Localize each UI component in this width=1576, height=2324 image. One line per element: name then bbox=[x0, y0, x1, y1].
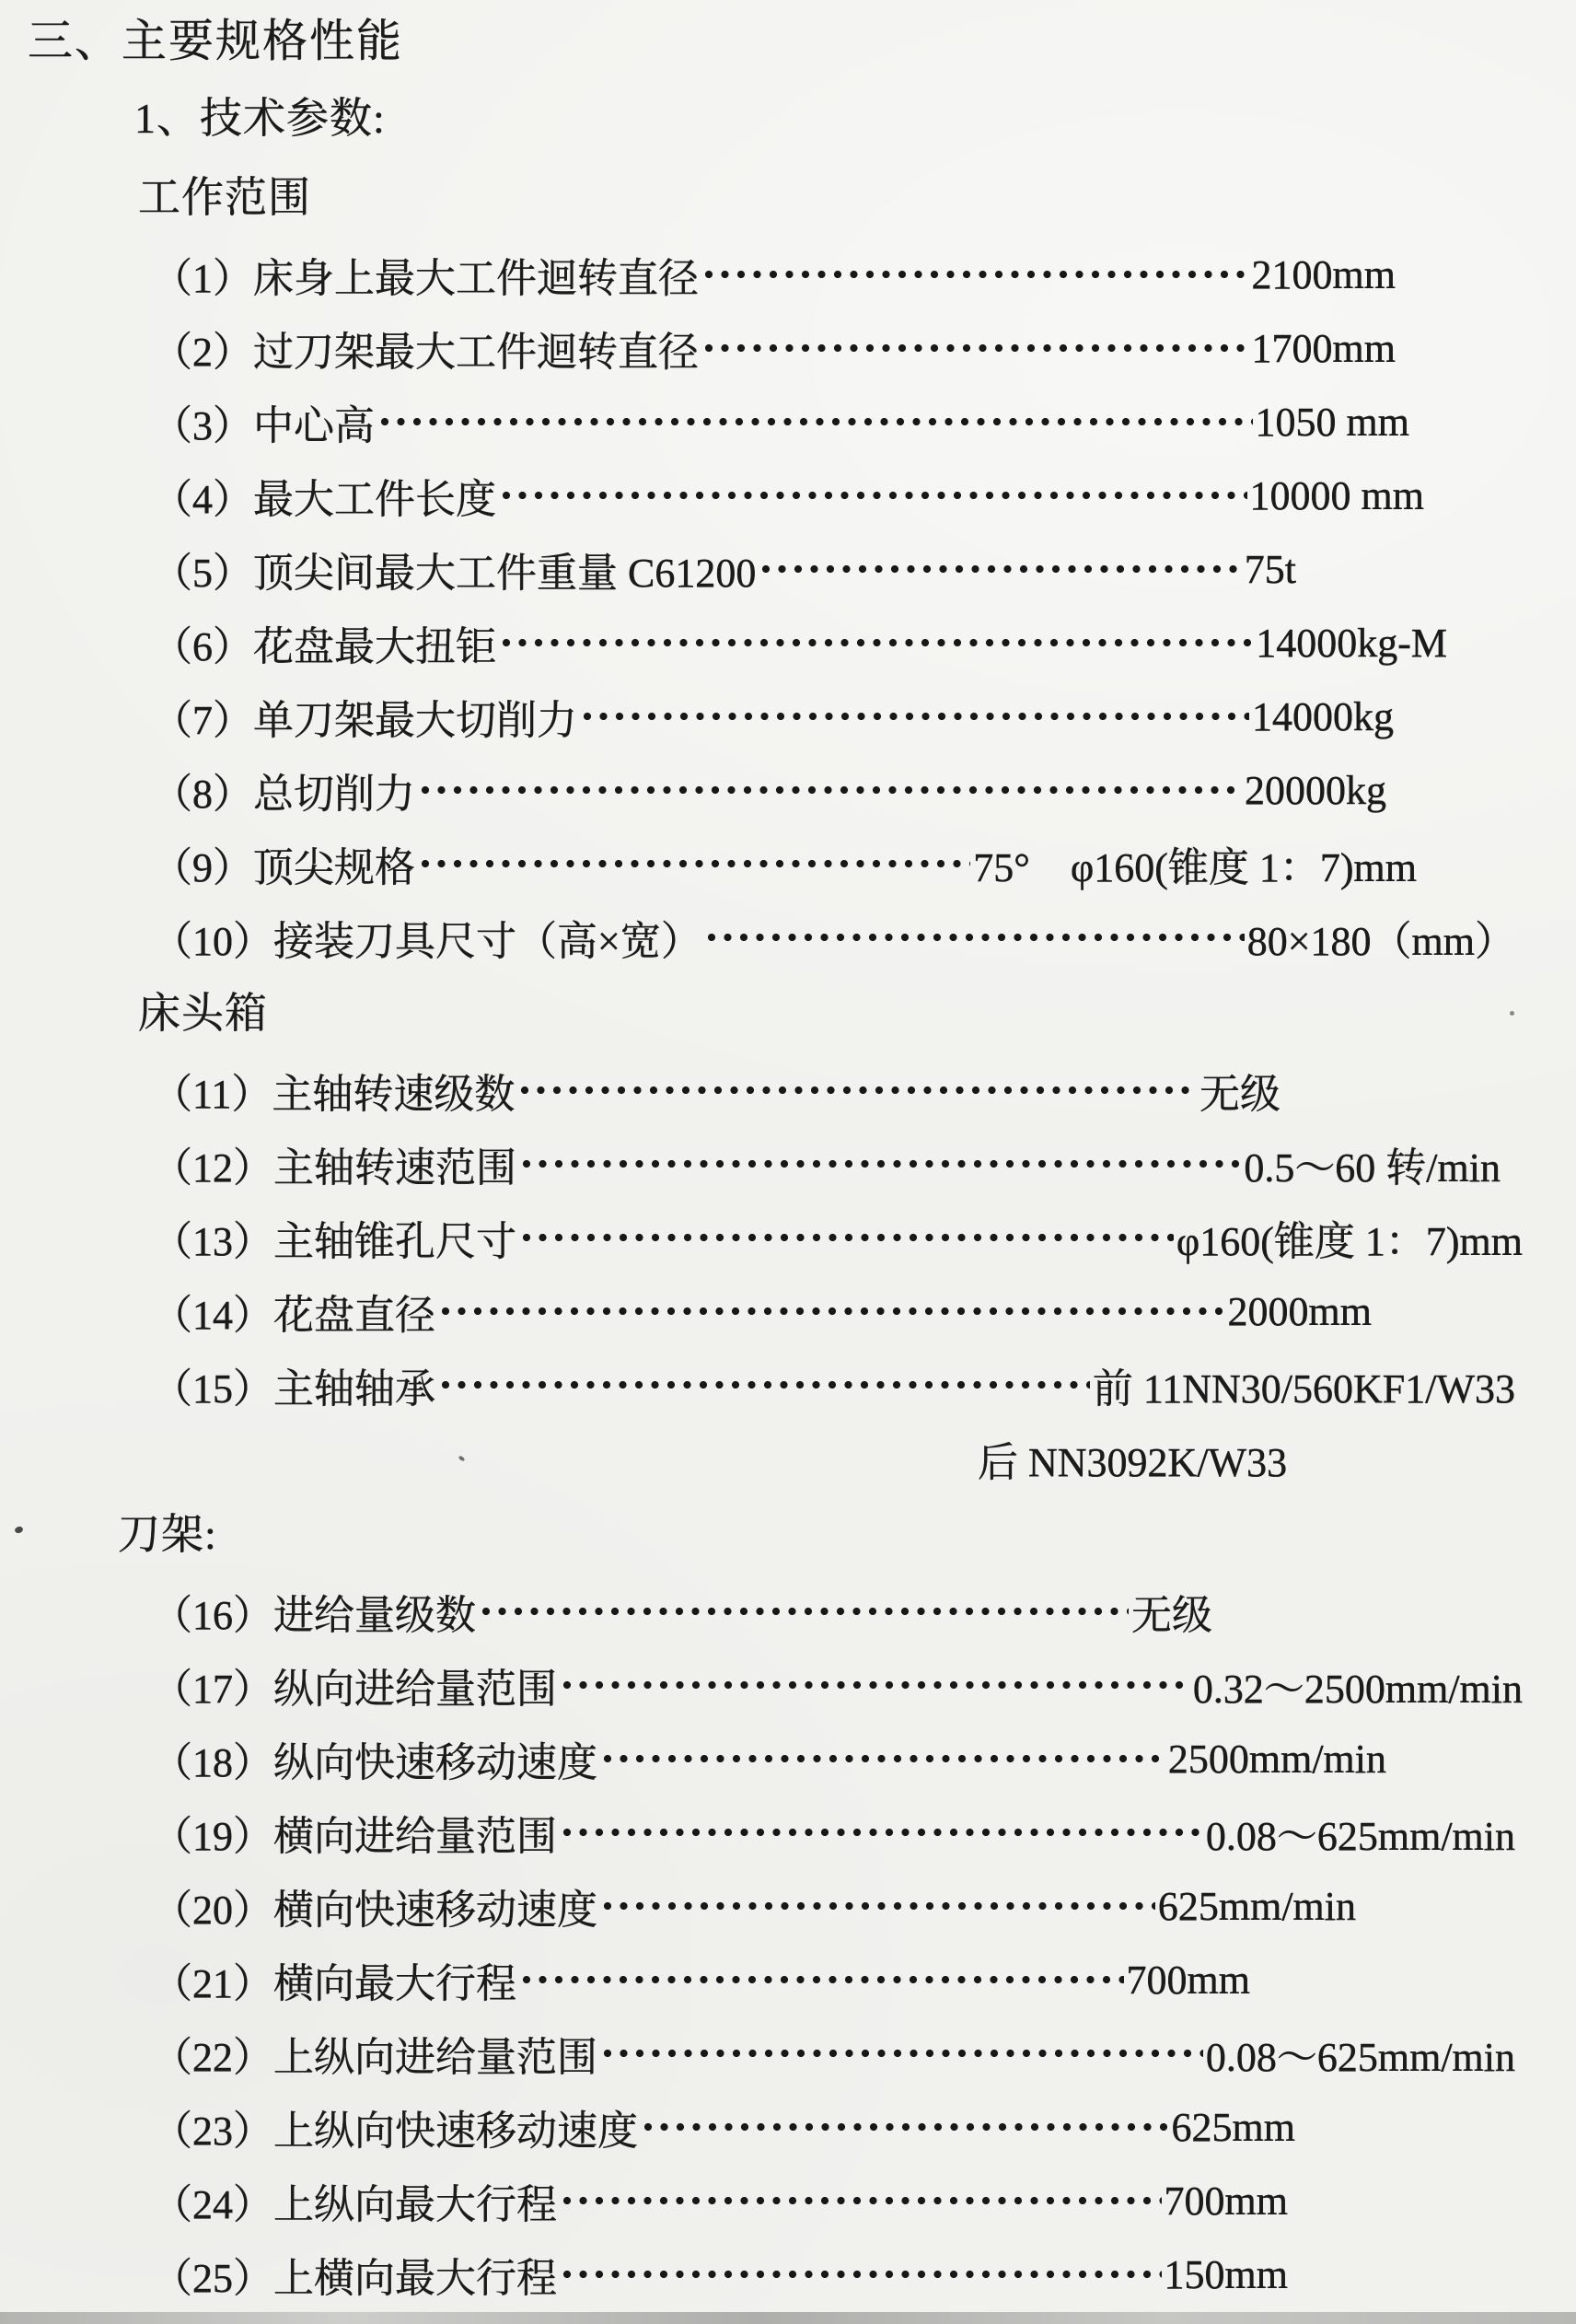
spec-row bbox=[0, 238, 1576, 311]
spec-label: （9）顶尖规格 bbox=[152, 845, 415, 890]
spec-sections bbox=[0, 158, 1576, 2311]
spec-value: 2500mm/min bbox=[1167, 1736, 1386, 1782]
spec-label: （12）主轴转速范围 bbox=[152, 1145, 516, 1191]
page-subtitle: 1、技术参数: bbox=[134, 95, 386, 142]
dot-leader bbox=[438, 1348, 1090, 1422]
dot-leader bbox=[600, 1722, 1165, 1795]
spec-value-continuation bbox=[0, 1422, 1576, 1495]
spec-section bbox=[0, 158, 1576, 974]
spec-row bbox=[0, 1575, 1576, 1648]
scan-edge-band bbox=[0, 2312, 1576, 2324]
spec-row bbox=[0, 532, 1576, 606]
scan-speck bbox=[1510, 1011, 1514, 1016]
spec-value: 150mm bbox=[1164, 2251, 1288, 2297]
spec-rows bbox=[0, 238, 1576, 974]
spec-label: （16）进给量级数 bbox=[152, 1593, 476, 1638]
spec-row bbox=[0, 901, 1576, 974]
page-title: 三、主要规格性能 bbox=[28, 16, 404, 66]
spec-label: （10）接装刀具尺寸（高×宽） bbox=[152, 919, 701, 964]
spec-row bbox=[0, 606, 1576, 680]
spec-value: 2000mm bbox=[1227, 1288, 1372, 1334]
spec-label: （18）纵向快速移动速度 bbox=[152, 1740, 597, 1785]
spec-label: （19）横向进给量范围 bbox=[152, 1814, 557, 1859]
spec-row bbox=[0, 680, 1576, 753]
dot-leader bbox=[560, 2164, 1162, 2237]
spec-label: （5）顶尖间最大工件重量 C61200 bbox=[152, 551, 757, 596]
spec-label: （21）横向最大行程 bbox=[152, 1961, 516, 2006]
dot-leader bbox=[519, 1943, 1124, 2016]
spec-row bbox=[0, 827, 1576, 901]
spec-row bbox=[0, 311, 1576, 385]
spec-row bbox=[0, 1943, 1576, 2016]
spec-value: 20000kg bbox=[1245, 767, 1386, 813]
spec-value: 75t bbox=[1244, 546, 1296, 592]
spec-value: 625mm/min bbox=[1157, 1883, 1356, 1929]
spec-value: 0.32～2500mm/min bbox=[1192, 1667, 1523, 1712]
spec-label: （6）花盘最大扭钜 bbox=[152, 624, 496, 669]
spec-value: 75° φ160(锥度 1：7)mm bbox=[973, 845, 1417, 890]
spec-row bbox=[0, 1648, 1576, 1722]
section-heading: 工作范围 bbox=[138, 174, 311, 221]
spec-value: 2100mm bbox=[1251, 251, 1396, 297]
section-heading: 床头箱 bbox=[138, 990, 268, 1037]
spec-value: 1050 mm bbox=[1255, 399, 1409, 445]
dot-leader bbox=[499, 459, 1247, 532]
spec-value: 700mm bbox=[1126, 1957, 1250, 2003]
spec-row bbox=[0, 2237, 1576, 2311]
dot-leader bbox=[704, 901, 1245, 974]
spec-value: 前 11NN30/560KF1/W33 bbox=[1092, 1366, 1515, 1412]
dot-leader bbox=[600, 2016, 1203, 2090]
spec-value-line2: 后 NN3092K/W33 bbox=[978, 1440, 1288, 1485]
spec-value: 14000kg bbox=[1252, 693, 1394, 739]
dot-leader bbox=[560, 1795, 1203, 1869]
spec-row bbox=[0, 2090, 1576, 2164]
dot-leader bbox=[560, 1648, 1190, 1722]
spec-label: （1）床身上最大工件迴转直径 bbox=[152, 256, 699, 301]
dot-leader bbox=[377, 385, 1253, 459]
dot-leader bbox=[580, 680, 1249, 753]
dot-leader bbox=[479, 1575, 1129, 1648]
spec-row bbox=[0, 1274, 1576, 1348]
dot-leader bbox=[499, 606, 1253, 680]
spec-label: （20）横向快速移动速度 bbox=[152, 1888, 597, 1933]
spec-label: （11）主轴转速级数 bbox=[152, 1072, 516, 1117]
spec-value: 700mm bbox=[1164, 2178, 1288, 2224]
dot-leader bbox=[600, 1869, 1155, 1943]
spec-value: 0.08～625mm/min bbox=[1205, 1814, 1515, 1859]
spec-label: （25）上横向最大行程 bbox=[152, 2256, 557, 2301]
dot-leader bbox=[560, 2237, 1162, 2311]
spec-value: 无级 bbox=[1131, 1593, 1212, 1638]
spec-label: （22）上纵向进给量范围 bbox=[152, 2035, 597, 2080]
spec-value: 10000 mm bbox=[1249, 472, 1424, 518]
dot-leader bbox=[701, 238, 1249, 311]
section-heading: 刀架: bbox=[118, 1511, 217, 1558]
dot-leader bbox=[519, 1201, 1174, 1274]
spec-value: 无级 bbox=[1199, 1072, 1280, 1117]
spec-row bbox=[0, 753, 1576, 827]
spec-value: 14000kg-M bbox=[1256, 620, 1447, 666]
spec-section bbox=[0, 1495, 1576, 2311]
dot-leader bbox=[701, 311, 1249, 385]
spec-label: （24）上纵向最大行程 bbox=[152, 2182, 557, 2227]
dot-leader bbox=[759, 532, 1241, 606]
dot-leader bbox=[418, 827, 970, 901]
spec-row bbox=[0, 1127, 1576, 1201]
spec-section bbox=[0, 974, 1576, 1495]
dot-leader bbox=[641, 2090, 1169, 2164]
spec-value: φ160(锥度 1：7)mm bbox=[1176, 1219, 1523, 1264]
spec-label: （3）中心高 bbox=[152, 403, 375, 448]
dot-leader bbox=[418, 753, 1242, 827]
spec-label: （8）总切削力 bbox=[152, 772, 415, 817]
dot-leader bbox=[517, 1053, 1197, 1127]
spec-row bbox=[0, 385, 1576, 459]
spec-label: （17）纵向进给量范围 bbox=[152, 1667, 557, 1712]
spec-row bbox=[0, 459, 1576, 532]
spec-label: （14）花盘直径 bbox=[152, 1293, 435, 1338]
spec-value: 625mm bbox=[1171, 2104, 1295, 2150]
spec-row bbox=[0, 1722, 1576, 1795]
spec-row bbox=[0, 2016, 1576, 2090]
spec-value: 0.5～60 转/min bbox=[1244, 1145, 1501, 1191]
spec-value: 0.08～625mm/min bbox=[1205, 2035, 1515, 2080]
spec-row bbox=[0, 1053, 1576, 1127]
spec-label: （15）主轴轴承 bbox=[152, 1366, 435, 1412]
spec-row bbox=[0, 1795, 1576, 1869]
spec-row bbox=[0, 1348, 1576, 1422]
spec-row bbox=[0, 2164, 1576, 2237]
spec-row bbox=[0, 1869, 1576, 1943]
dot-leader bbox=[519, 1127, 1241, 1201]
spec-label: （13）主轴锥孔尺寸 bbox=[152, 1219, 516, 1264]
spec-label: （2）过刀架最大工件迴转直径 bbox=[152, 330, 699, 375]
spec-rows bbox=[0, 1575, 1576, 2311]
spec-label: （7）单刀架最大切削力 bbox=[152, 698, 577, 743]
spec-value: 80×180（mm） bbox=[1246, 919, 1515, 964]
spec-label: （23）上纵向快速移动速度 bbox=[152, 2109, 638, 2154]
spec-row bbox=[0, 1201, 1576, 1274]
dot-leader bbox=[438, 1274, 1225, 1348]
spec-value: 1700mm bbox=[1251, 325, 1396, 371]
spec-rows bbox=[0, 1053, 1576, 1495]
spec-label: （4）最大工件长度 bbox=[152, 477, 496, 522]
